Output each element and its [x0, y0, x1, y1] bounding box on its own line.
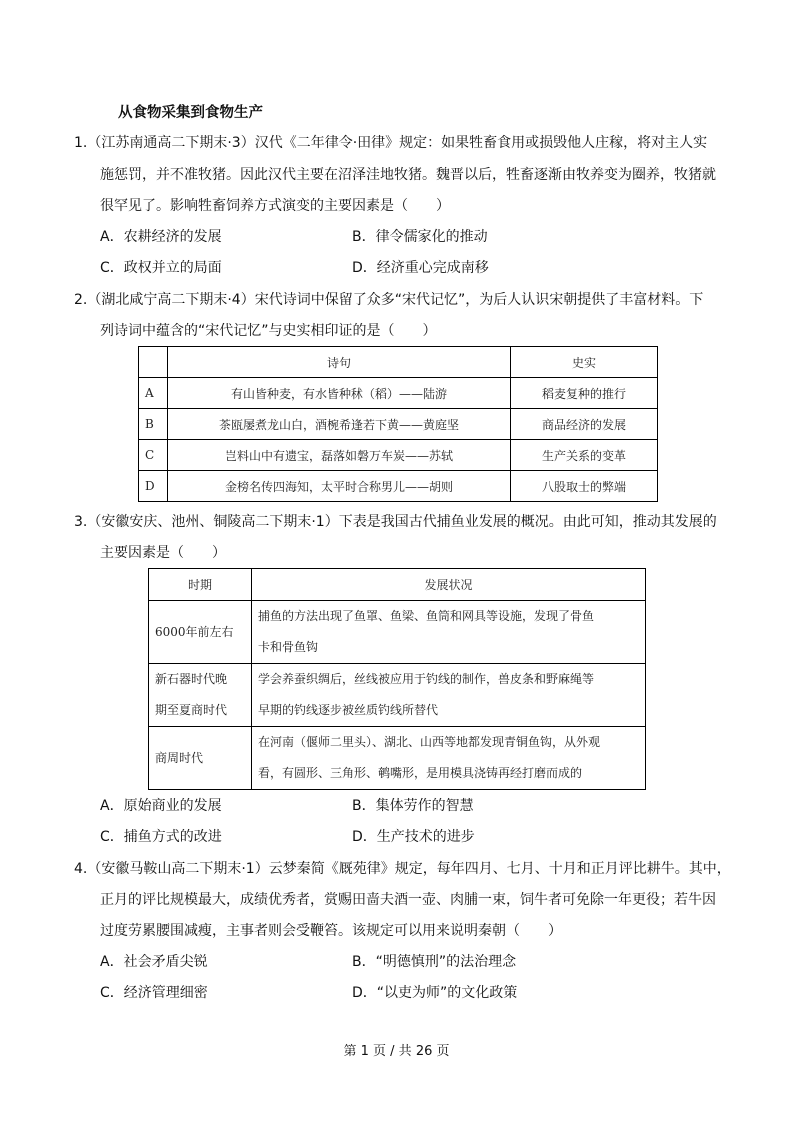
- table-cell-poem: 有山皆种麦，有水皆种秫（稻）——陆游: [168, 378, 511, 409]
- table-cell-fact: 商品经济的发展: [511, 409, 658, 440]
- table-cell-period: [149, 727, 252, 790]
- question-3-option-d: D．生产技术的进步: [352, 829, 475, 845]
- cell-text-line: 看，有圆形、三角形、鹌嘴形，是用模具浇铸再经打磨而成的: [258, 766, 583, 780]
- cell-text-line: 期至夏商时代: [155, 703, 228, 717]
- table-header-cell: 时期: [149, 569, 252, 601]
- table-header-cell: 史实: [511, 347, 658, 378]
- table-header-cell: 发展状况: [252, 569, 646, 601]
- question-3-line-2: 主要因素是（ ）: [100, 545, 226, 561]
- table-row: [139, 378, 658, 409]
- table-cell-fact: 生产关系的变革: [511, 440, 658, 471]
- question-4-option-b: B．“明德慎刑”的法治理念: [352, 954, 517, 970]
- cell-text-line: 商周时代: [155, 750, 204, 765]
- question-3-option-b: B．集体劳作的智慧: [352, 798, 474, 814]
- table-row: [139, 440, 658, 471]
- poetry-table: [138, 346, 658, 502]
- table-row: [139, 409, 658, 440]
- table-cell-option: B: [139, 409, 168, 440]
- question-3-option-c: C．捕鱼方式的改进: [100, 829, 222, 845]
- question-4-option-c: C．经济管理细密: [100, 985, 208, 1001]
- question-4-line-1: 4.（安徽马鞍山高二下期末·1）云梦秦简《厩苑律》规定，每年四月、七月、十月和正月评比耕牛。其中，: [74, 861, 731, 877]
- table-cell-poem: 茶瓯屡煮龙山白，酒椀希逢若下黄——黄庭坚: [168, 409, 511, 440]
- table-row: [139, 471, 658, 502]
- table-cell-fact: 稻麦复种的推行: [511, 378, 658, 409]
- question-2-line-1: 2.（湖北咸宁高二下期末·4）宋代诗词中保留了众多“宋代记忆”，为后人认识宋朝提供了丰富材料。下: [74, 292, 704, 308]
- question-3-line-1: 3.（安徽安庆、池州、铜陵高二下期末·1）下表是我国古代捕鱼业发展的概况。由此可知，推动其发展的: [74, 514, 717, 530]
- question-1-option-c: C．政权并立的局面: [100, 260, 222, 276]
- question-1-option-b: B．律令儒家化的推动: [352, 229, 488, 245]
- question-4-option-d: D．“以吏为师”的文化政策: [352, 985, 518, 1001]
- question-4-line-3: 过度劳累腰围减瘦，主事者则会受鞭笞。该规定可以用来说明秦朝（ ）: [100, 923, 562, 939]
- question-1-line-2: 施惩罚，并不准牧猪。因此汉代主要在沼泽洼地牧猪。魏晋以后，牲畜逐渐由牧养变为圈养，牧猪就: [100, 167, 716, 183]
- section-title: 从食物采集到食物生产: [118, 105, 263, 121]
- question-3-option-a: A．原始商业的发展: [100, 798, 222, 814]
- question-4-option-a: A．社会矛盾尖锐: [100, 954, 208, 970]
- table-cell-fact: 八股取士的弊端: [511, 471, 658, 502]
- table-cell-status: [252, 601, 646, 664]
- table-cell-status: [252, 727, 646, 790]
- cell-text-line: 卡和骨鱼钩: [258, 640, 319, 654]
- table-row: [149, 664, 646, 727]
- table-cell-option: D: [139, 471, 168, 502]
- table-cell-period: [149, 601, 252, 664]
- cell-text-line: 学会养蚕织绸后，丝线被应用于钓线的制作，兽皮条和野麻绳等: [258, 672, 595, 686]
- table-row: [149, 727, 646, 790]
- fishing-history-table: [148, 568, 646, 790]
- table-cell-option: A: [139, 378, 168, 409]
- table-cell-period: [149, 664, 252, 727]
- cell-text-line: 捕鱼的方法出现了鱼罩、鱼梁、鱼筒和网具等设施，发现了骨鱼: [258, 609, 595, 623]
- table-cell-option: C: [139, 440, 168, 471]
- table-header-cell: 诗句: [168, 347, 511, 378]
- table-cell-status: [252, 664, 646, 727]
- cell-text-line: 早期的钓线逐步被丝质钓线所替代: [258, 703, 439, 717]
- question-4-line-2: 正月的评比规模最大，成绩优秀者，赏赐田啬夫酒一壶、肉脯一束，饲牛者可免除一年更役；若牛因: [100, 892, 716, 908]
- table-cell-poem: 岂料山中有遗宝，磊落如磐万车炭——苏轼: [168, 440, 511, 471]
- table-header-cell: [139, 347, 168, 378]
- question-1-line-1: 1.（江苏南通高二下期末·3）汉代《二年律令·田律》规定：如果牲畜食用或损毁他人庄稼，将对主人实: [74, 135, 708, 151]
- question-1-line-3: 很罕见了。影响牲畜饲养方式演变的主要因素是（ ）: [100, 198, 450, 214]
- page-footer: 第 1 页 / 共 26 页: [343, 1044, 450, 1059]
- question-1-option-a: A．农耕经济的发展: [100, 229, 222, 245]
- cell-text-line: 新石器时代晚: [155, 672, 228, 686]
- table-row: [149, 601, 646, 664]
- cell-text-line: 6000年前左右: [155, 624, 234, 639]
- table-header-row: [139, 347, 658, 378]
- table-header-row: [149, 569, 646, 601]
- table-cell-poem: 金榜名传四海知，太平时合称男儿——胡则: [168, 471, 511, 502]
- cell-text-line: 在河南（偃师二里头）、湖北、山西等地都发现青铜鱼钩，从外观: [258, 735, 601, 749]
- question-1-option-d: D．经济重心完成南移: [352, 260, 489, 276]
- question-2-line-2: 列诗词中蕴含的“宋代记忆”与史实相印证的是（ ）: [100, 323, 437, 339]
